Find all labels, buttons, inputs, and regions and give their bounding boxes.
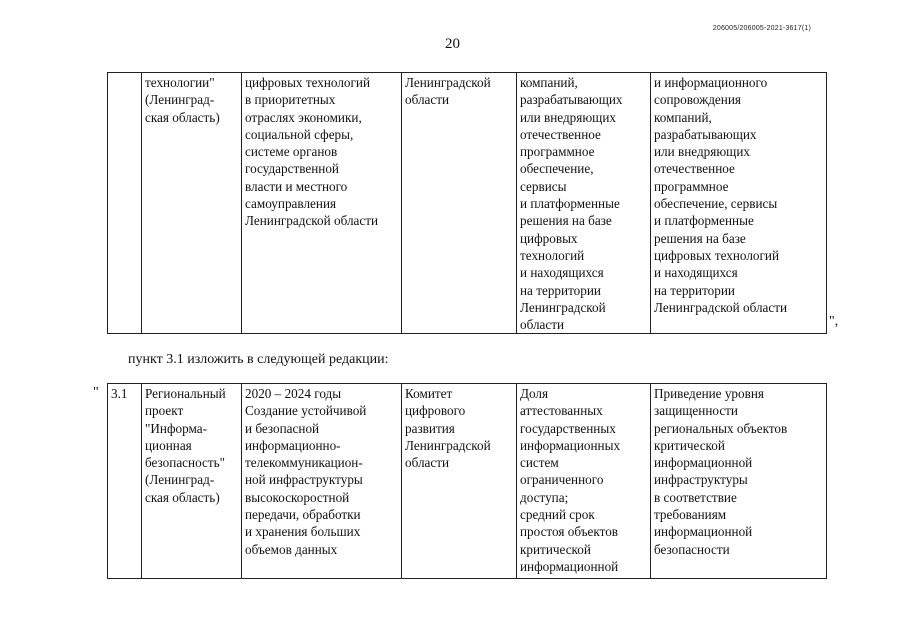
program-table-item-3-1 (107, 383, 827, 579)
table-cell-number (108, 73, 142, 334)
table-cell-indicator: компаний, разрабатывающих или внедряющих отечественное программное обеспечение, сервисы и платформенные решения на базе цифровых технологий и находящихся на территории Ленинградской области (517, 73, 651, 334)
table-cell-number: 3.1 (108, 384, 142, 579)
opening-quote-mark: " (93, 385, 99, 400)
table-cell-result: и информационного сопровождения компаний, разрабатывающих или внедряющих отечественное программное обеспечение, сервисы и платформенные решения на базе цифровых технологий и находящихся на территории Ленинградской области (651, 73, 827, 334)
table-cell-executor: Ленинградской области (402, 73, 517, 334)
table-cell-project: технологии" (Ленинград- ская область) (142, 73, 242, 334)
table-row (108, 73, 827, 334)
table-row (108, 384, 827, 579)
table-cell-project: Региональный проект "Информа- ционная безопасность" (Ленинград- ская область) (142, 384, 242, 579)
page-number: 20 (445, 36, 460, 52)
table-cell-goal: цифровых технологий в приоритетных отраслях экономики, социальной сферы, системе органов государственной власти и местного самоуправления Ленинградской области (242, 73, 402, 334)
table-cell-executor: Комитет цифрового развития Ленинградской области (402, 384, 517, 579)
closing-quote-mark: ", (829, 314, 839, 329)
table-cell-goal: 2020 – 2024 годы Создание устойчивой и безопасной информационно- телекоммуникацион- ной инфраструктуры высокоскоростной передачи, обработки и хранения больших объемов данных (242, 384, 402, 579)
program-table-continued (107, 72, 827, 334)
document-id: 206005/206005-2021-3617(1) (712, 25, 811, 32)
amendment-paragraph: пункт 3.1 изложить в следующей редакции: (128, 352, 389, 367)
table-cell-indicator: Доля аттестованных государственных информационных систем ограниченного доступа; средний срок простоя объектов критической информационной (517, 384, 651, 579)
table-cell-result: Приведение уровня защищенности региональных объектов критической информационной инфраструктуры в соответствие требованиям информационной безопасности (651, 384, 827, 579)
